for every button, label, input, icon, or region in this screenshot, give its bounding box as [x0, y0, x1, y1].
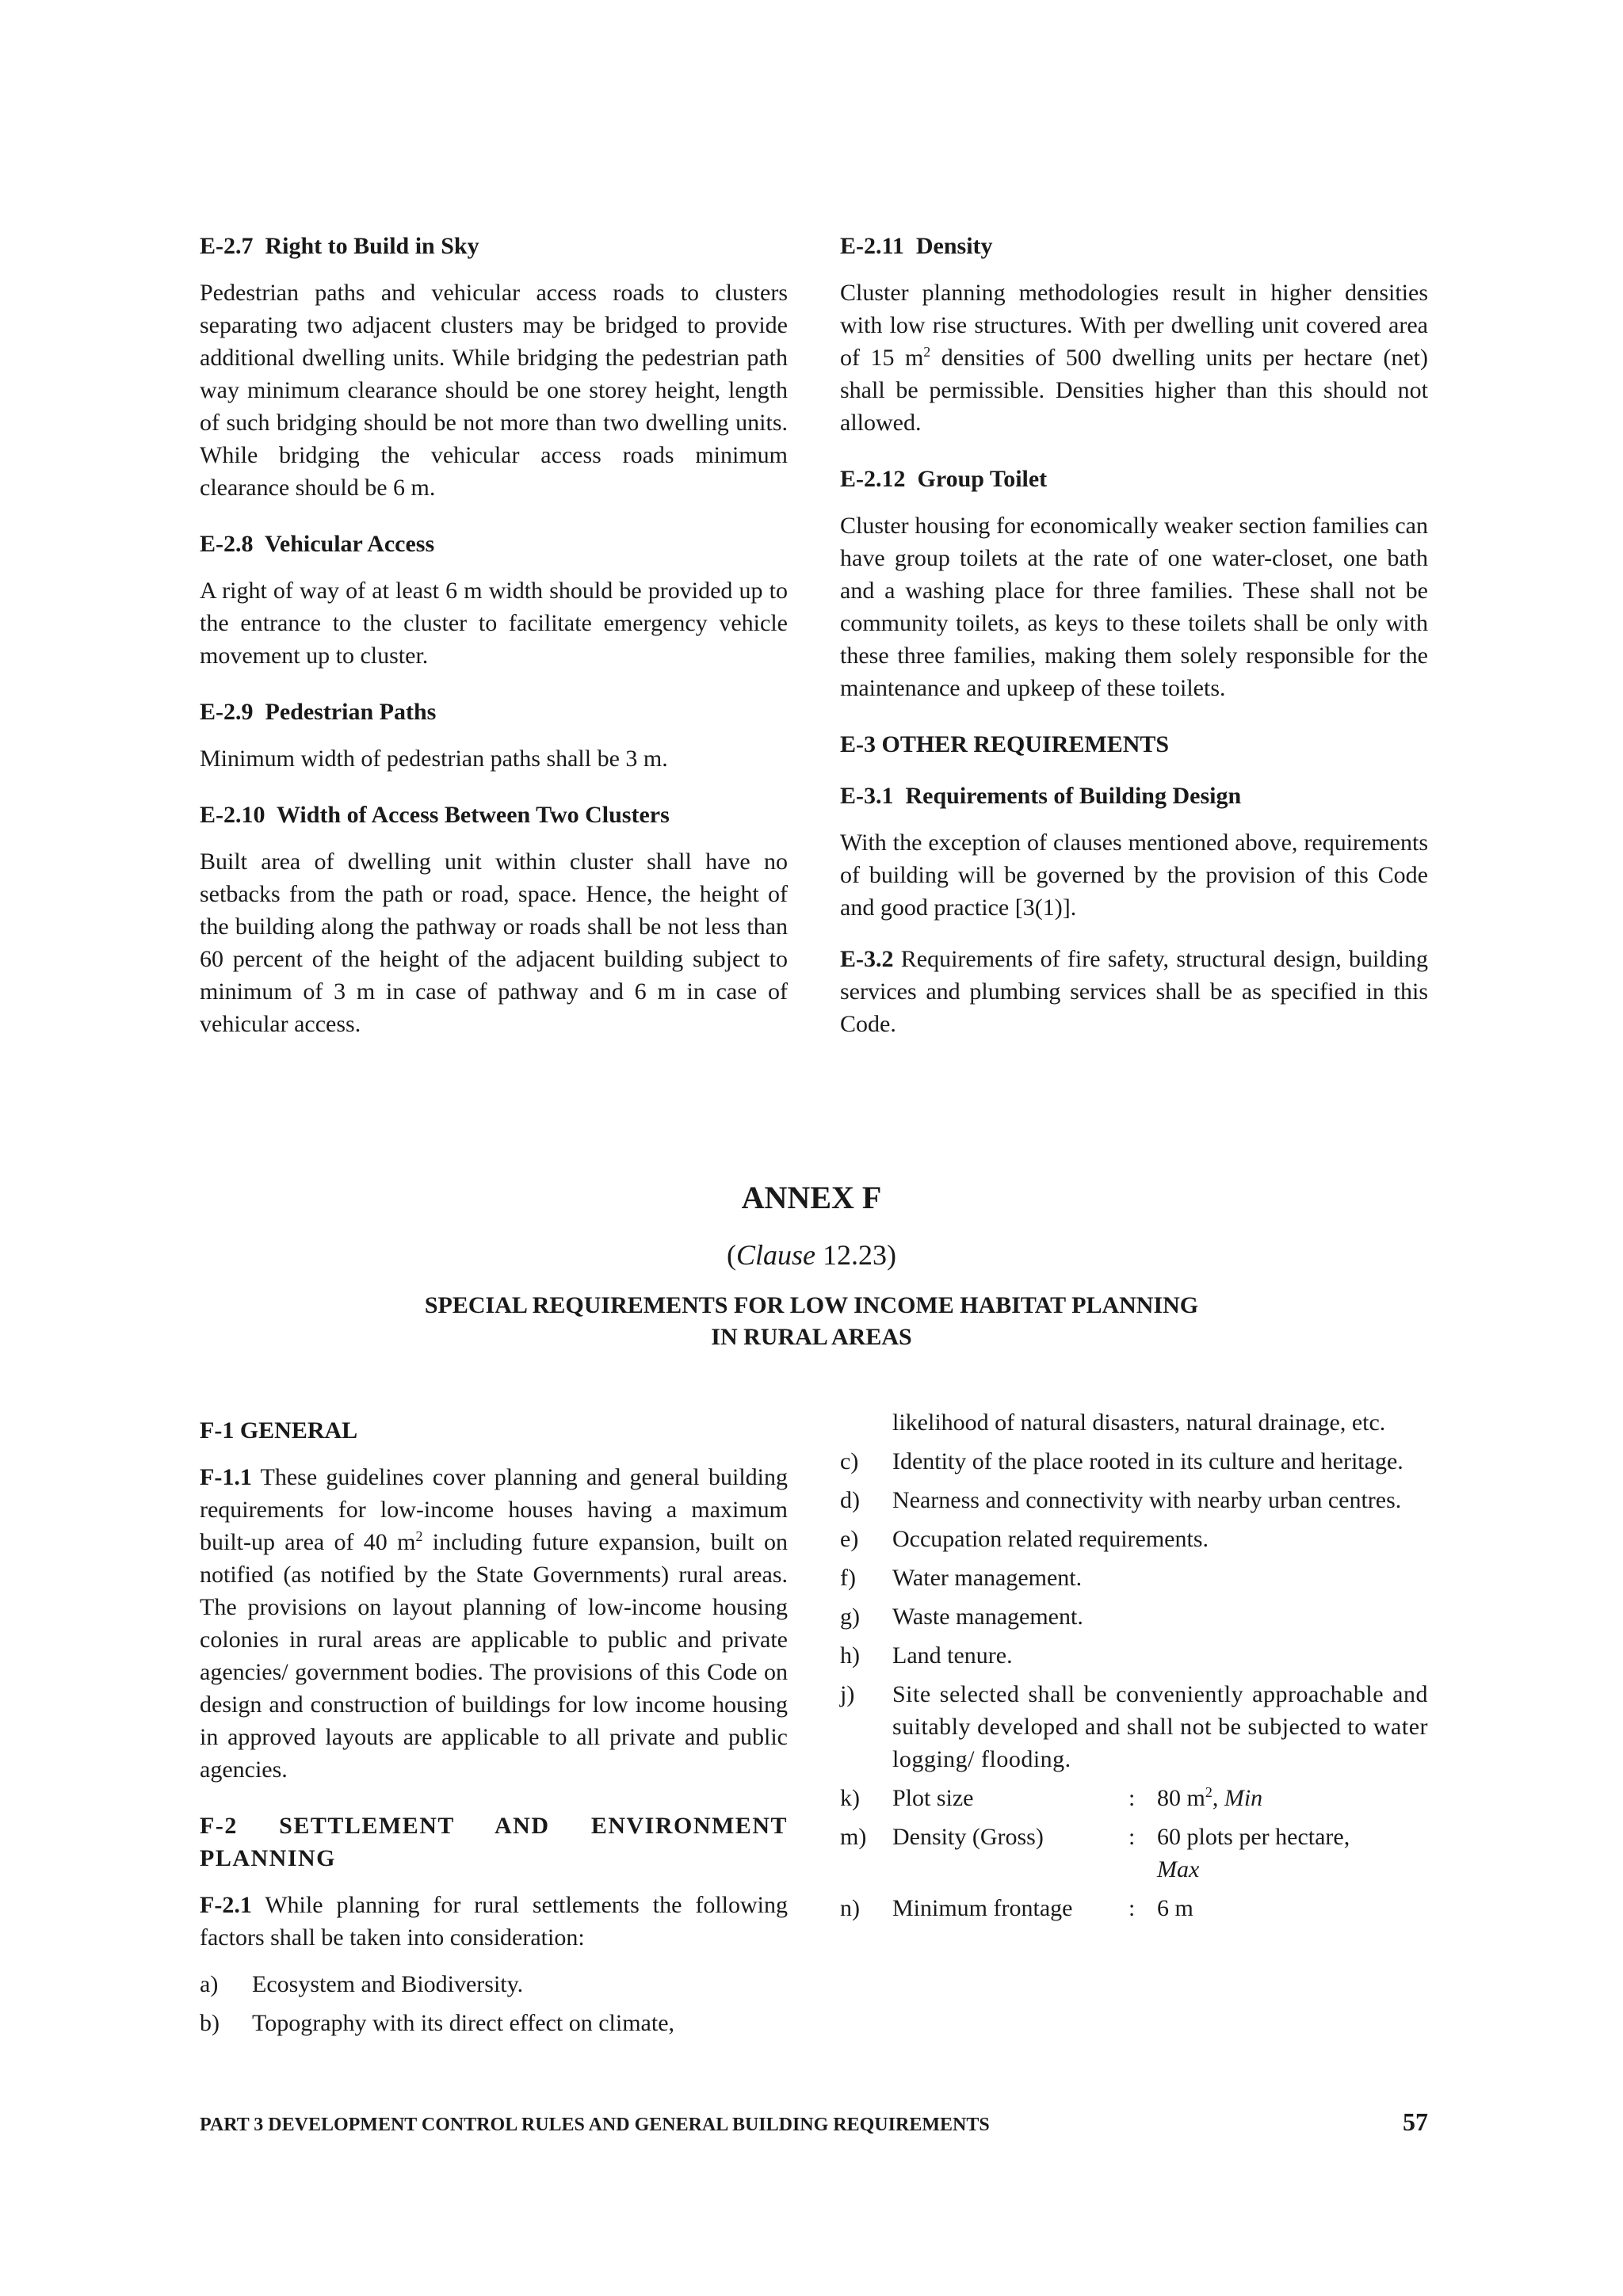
factor-list [200, 1968, 788, 2039]
list-item [840, 1892, 1428, 1924]
paragraph: Built area of dwelling unit within cluster shall have no setbacks from the path or road, space. Hence, the height of the building along the pathway or roads shall be not less than 60 percent of the height of the adjacent building subject to minimum of 3 m in case of pathway and 6 m in case of vehicular access. [200, 849, 788, 1037]
list-item [840, 1445, 1428, 1478]
text-run: These guidelines cover planning and general building requirements for low-income houses having a maximum built-up area of 40 m [200, 1464, 788, 1555]
text-run: 80 m [1157, 1785, 1205, 1811]
text-run: Clause [735, 1239, 815, 1271]
paragraph: Cluster housing for economically weaker section families can have group toilets at the rate of one water-closet, one bath and a washing place for three families. These shall not be community toilets, as keys to these toilets shall be only with these three families, making them solely responsible for the maintenance and upkeep of these toilets. [840, 513, 1428, 701]
clause-title: Group Toilet [917, 466, 1048, 492]
row-key: Density (Gross) [892, 1824, 1044, 1850]
text-run: ( [726, 1239, 736, 1271]
text-run: including future expansion, built on notified (as notified by the State Governments) rural areas. The provisions on layout planning of low-income housing colonies in rural areas are applicable to public and private agencies/ government bodies. The provisions of this Code on design and construction of buildings for low income housing in approved layouts are applicable to all private and public agencies. [200, 1529, 788, 1783]
text-run: While planning for rural settlements the following factors shall be taken into consideration: [200, 1892, 788, 1951]
superscript: 2 [1205, 1784, 1212, 1800]
clause-title: Requirements of Building Design [905, 783, 1242, 809]
list-label: m) [840, 1824, 867, 1850]
right-column-top [840, 230, 1428, 1040]
list-label: g) [840, 1604, 860, 1630]
subtitle-line: IN RURAL AREAS [711, 1324, 912, 1350]
factor-list [840, 1406, 1428, 1924]
list-item [200, 1968, 788, 2000]
section-heading [200, 230, 788, 262]
list-item [840, 1678, 1428, 1775]
list-text: Water management. [892, 1565, 1083, 1591]
text-run: Requirements of fire safety, structural design, building services and plumbing services shall be as specified in this Code. [840, 946, 1428, 1037]
list-label: c) [840, 1448, 859, 1474]
annex-title: ANNEX F [741, 1180, 882, 1215]
list-text: likelihood of natural disasters, natural drainage, etc. [892, 1409, 1386, 1436]
list-label: d) [840, 1487, 860, 1513]
section-heading: E-3 OTHER REQUIREMENTS [840, 731, 1170, 757]
list-item [840, 1782, 1428, 1814]
clause-number: E-3.2 [840, 946, 894, 972]
clause-number: E-2.8 [200, 531, 254, 557]
clause-number: E-2.9 [200, 699, 254, 725]
annex-subtitle [0, 1290, 1623, 1353]
list-item [840, 1639, 1428, 1672]
paragraph: With the exception of clauses mentioned above, requirements of building will be governed by the provision of this Code and good practice [3(1)]. [840, 830, 1428, 921]
row-key: Minimum frontage [892, 1895, 1073, 1921]
clause-number: E-2.11 [840, 233, 904, 259]
text-run: Cluster planning methodologies result in higher densities with low rise structures. With per dwelling unit covered area of 15 m [840, 280, 1428, 371]
text-run: densities of 500 dwelling units per hectare (net) shall be permissible. Densities higher than this should not allowed. [840, 345, 1428, 436]
list-label: a) [200, 1971, 219, 1997]
subtitle-line: SPECIAL REQUIREMENTS FOR LOW INCOME HABITAT PLANNING [424, 1292, 1199, 1318]
list-text: Occupation related requirements. [892, 1526, 1209, 1552]
key-value-row [892, 1892, 1428, 1924]
list-item [840, 1821, 1428, 1886]
list-label: k) [840, 1785, 860, 1811]
clause-number: E-3.1 [840, 783, 894, 809]
list-text: Waste management. [892, 1604, 1083, 1630]
list-item [840, 1484, 1428, 1516]
clause-title: Vehicular Access [264, 531, 435, 557]
section-heading [840, 230, 1428, 262]
paragraph [200, 1461, 788, 1786]
page-footer [200, 2107, 1428, 2137]
superscript: 2 [415, 1528, 423, 1544]
list-item [840, 1600, 1428, 1633]
key-value-row [892, 1782, 1428, 1814]
section-heading: F-2 SETTLEMENT AND ENVIRONMENT PLANNING [200, 1813, 788, 1871]
page-number: 57 [1403, 2107, 1428, 2136]
section-heading [200, 528, 788, 560]
section-heading [840, 780, 1428, 812]
footer-text: PART 3 DEVELOPMENT CONTROL RULES AND GENERAL BUILDING REQUIREMENTS [200, 2115, 990, 2135]
text-run: , [1212, 1785, 1224, 1811]
list-text: Identity of the place rooted in its culture and heritage. [892, 1448, 1403, 1474]
clause-number: E-2.7 [200, 233, 254, 259]
list-item [200, 2007, 788, 2039]
text-run: Min [1224, 1785, 1263, 1811]
list-label: b) [200, 2010, 220, 2036]
row-colon: : [1128, 1824, 1136, 1850]
clause-title: Pedestrian Paths [265, 699, 437, 725]
section-heading: F-1 GENERAL [200, 1417, 358, 1444]
annex-clause [0, 1238, 1623, 1272]
list-text: Nearness and connectivity with nearby urban centres. [892, 1487, 1402, 1513]
text-run: 60 plots per hectare, [1157, 1824, 1350, 1850]
paragraph [200, 1889, 788, 1954]
paragraph: A right of way of at least 6 m width should be provided up to the entrance to the cluster to facilitate emergency vehicle movement up to cluster. [200, 578, 788, 669]
superscript: 2 [923, 344, 931, 360]
row-key: Plot size [892, 1785, 974, 1811]
text-run: Max [1157, 1856, 1200, 1882]
paragraph: Pedestrian paths and vehicular access roads to clusters separating two adjacent clusters may be bridged to provide additional dwelling units. While bridging the pedestrian path way minimum clearance should be one storey height, length of such bridging should be not more than two dwelling units. While bridging the vehicular access roads minimum clearance should be 6 m. [200, 280, 788, 501]
paragraph [840, 943, 1428, 1040]
clause-number: F-2.1 [200, 1892, 252, 1918]
clause-title: Density [915, 233, 993, 259]
row-value [1157, 1782, 1428, 1814]
paragraph [840, 277, 1428, 439]
list-text: Ecosystem and Biodiversity. [252, 1971, 524, 1997]
clause-number: E-2.12 [840, 466, 906, 492]
list-label: e) [840, 1526, 859, 1552]
list-label [840, 1406, 892, 1439]
list-label: f) [840, 1565, 856, 1591]
list-text: Land tenure. [892, 1642, 1013, 1669]
key-value-row [892, 1821, 1428, 1886]
list-text: Site selected shall be conveniently approachable and suitably developed and shall not be subjected to water logging/ flooding. [892, 1681, 1428, 1772]
list-label: j) [840, 1681, 855, 1707]
list-item [840, 1406, 1428, 1439]
row-value [1157, 1821, 1428, 1886]
paragraph: Minimum width of pedestrian paths shall be 3 m. [200, 746, 668, 772]
row-colon: : [1128, 1895, 1136, 1921]
list-text: Topography with its direct effect on climate, [252, 2010, 675, 2036]
row-value: 6 m [1157, 1895, 1193, 1921]
list-item [840, 1562, 1428, 1594]
text-run: 12.23) [815, 1239, 896, 1271]
list-label: h) [840, 1642, 860, 1669]
section-heading [200, 799, 788, 831]
left-column-top [200, 230, 788, 1040]
clause-title: Width of Access Between Two Clusters [276, 802, 670, 828]
section-heading [200, 696, 788, 728]
list-item [840, 1523, 1428, 1555]
clause-title: Right to Build in Sky [265, 233, 479, 259]
clause-number: F-1.1 [200, 1464, 252, 1490]
section-heading [840, 463, 1428, 495]
clause-number: E-2.10 [200, 802, 265, 828]
right-column-bottom [840, 1406, 1428, 1924]
row-colon: : [1128, 1785, 1136, 1811]
list-label: n) [840, 1895, 860, 1921]
left-column-bottom [200, 1414, 788, 2039]
